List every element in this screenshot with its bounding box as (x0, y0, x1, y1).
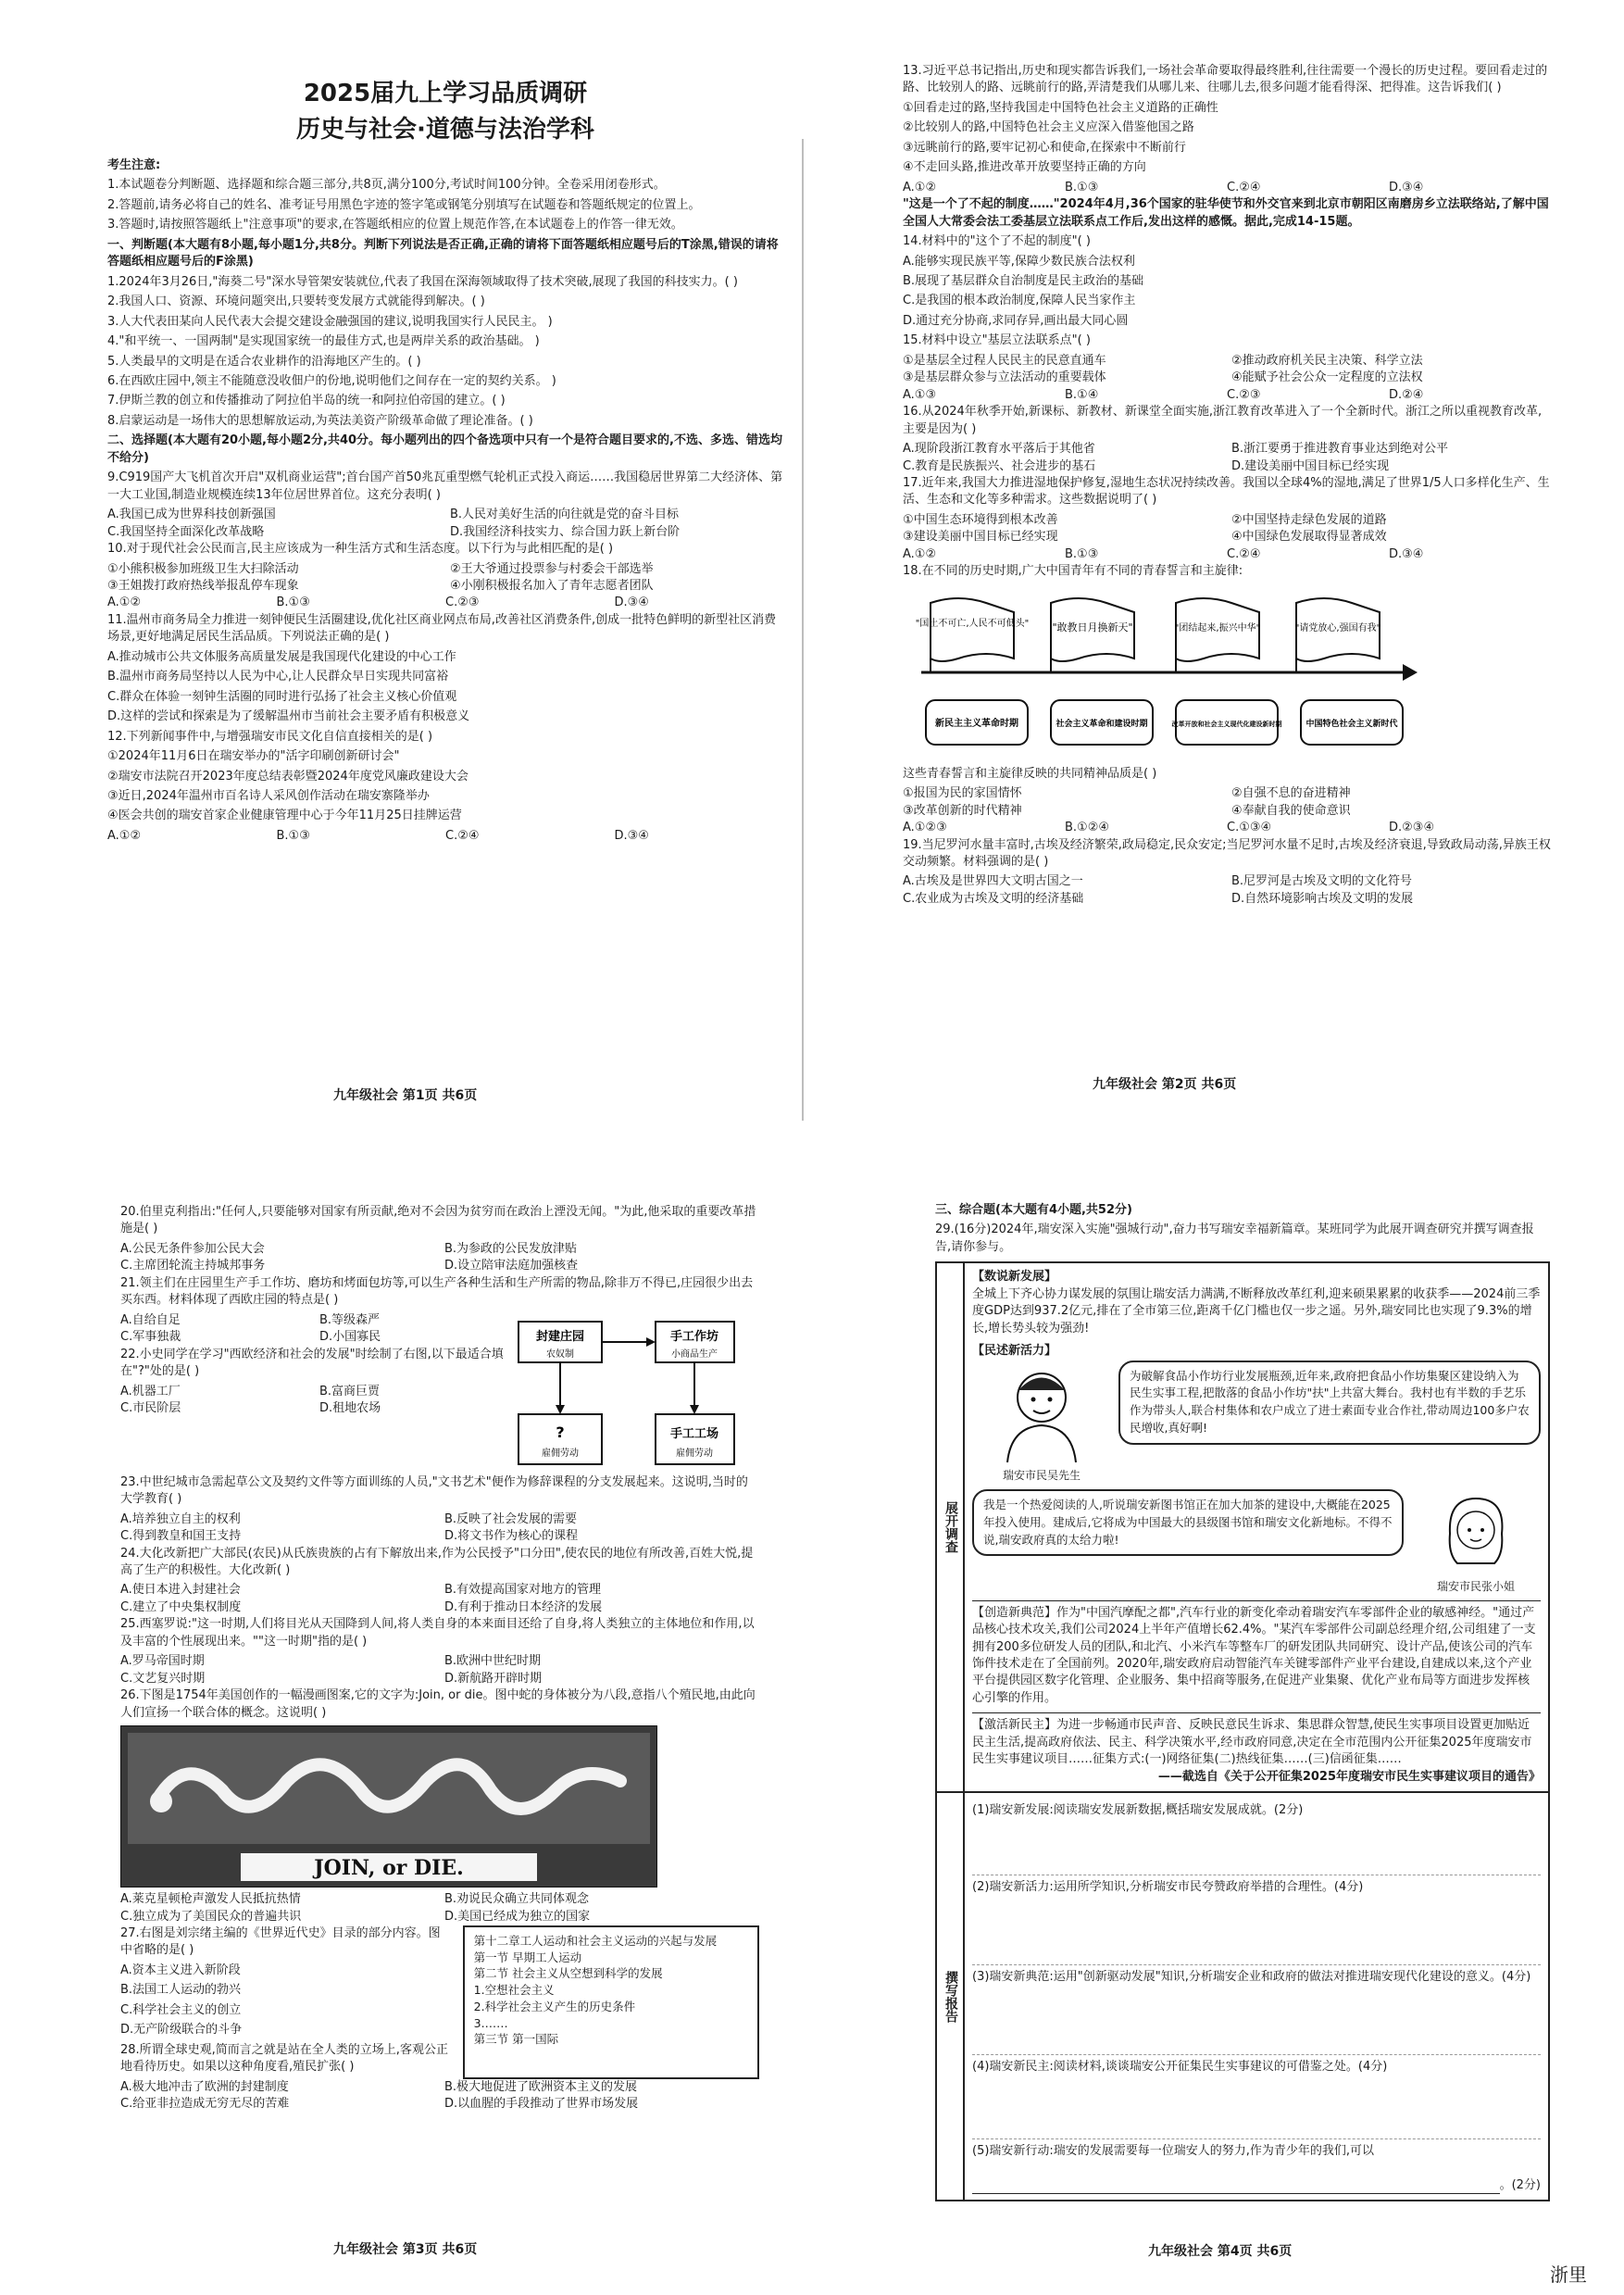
option: B.浙江要勇于推进教育事业达到绝对公平 (1231, 442, 1449, 457)
options (120, 1909, 759, 1925)
page-3-footer: 九年级社会 第3页 共6页 (333, 2242, 478, 2257)
question-18: 18.在不同的历史时期,广大中国青年有不同的青春誓言和主旋律: (903, 564, 1243, 579)
join-or-die-cartoon (120, 1725, 657, 1887)
items (107, 578, 783, 595)
item: ②瑞安市法院召开2023年度总结表彰暨2024年度党风廉政建设大会 (107, 769, 468, 784)
item: ③改革创新的时代精神 (903, 803, 1022, 818)
option: D.美国已经成为独立的国家 (444, 1909, 591, 1924)
option: D.租地农场 (319, 1400, 381, 1415)
item: ①2024年11月6日在瑞安举办的"活字印刷创新研讨会" (107, 749, 400, 764)
sub-question-tail: 。(2分) (1499, 2177, 1541, 2192)
diagram-box-unknown (518, 1414, 602, 1464)
section-2-heading: 二、选择题(本大题有20小题,每小题2分,共40分。每小题列出的四个备选项中只有一个是符合题目要求的,不选、多选、错选均不给分) (107, 433, 782, 465)
option: D.②④ (1389, 387, 1424, 402)
question-29: 29.(16分)2024年,瑞安深入实施"强城行动",奋力书写瑞安幸福新篇章。某班同学为此展开调查研究并撰写调查报告,请你参与。 (935, 1223, 1534, 1254)
option: B.欧洲中世纪时期 (444, 1654, 542, 1669)
item: ③王姐拨打政府热线举报乱停车现象 (107, 578, 299, 593)
notice-item: 3.答题时,请按照答题纸上"注意事项"的要求,在答题纸相应的位置上规范作答,在本试题卷上的作答一律无效。 (107, 218, 683, 232)
option: B.极大地促进了欧洲资本主义的发展 (444, 2079, 638, 2094)
option: C.教育是民族振兴、社会进步的基石 (903, 458, 1096, 473)
item: ④中国绿色发展取得显著成效 (1231, 530, 1387, 545)
option: C.②③ (1227, 387, 1261, 402)
sub-question[interactable]: (2)瑞安新活力:运用所学知识,分析瑞安市民夸赞政府举措的合理性。(4分) (972, 1875, 1541, 1965)
page-2 (903, 63, 1551, 908)
item: ②推动政府机关民主决策、科学立法 (1231, 353, 1423, 368)
options (120, 1329, 509, 1346)
option: D.③④ (614, 596, 649, 610)
page-1 (107, 65, 783, 845)
join-or-die-caption: JOIN, or DIE. (314, 1856, 464, 1881)
item: ④医会共创的瑞安首家企业健康管理中心于今年11月25日挂牌运营 (107, 809, 462, 823)
option: B.温州市商务局坚持以人民为中心,让人民群众早日实现共同富裕 (107, 670, 449, 684)
options (120, 2079, 759, 2096)
option: A.极大地冲击了欧洲的封建制度 (120, 2079, 289, 2094)
section-a-text: 全城上下齐心协力谋发展的氛围让瑞安活力满满,不断释放改革红利,迎来硕果累累的收获季——2024前三季度GDP达到937.2亿元,排在了全市第三位,距离千亿门槛也仅一步之遥。另外,瑞安同比也实现了9.3%的增长,增长势头较为强劲! (972, 1286, 1541, 1336)
diagram-box-title: 手工工场 (669, 1426, 719, 1441)
section-d-text: 【激活新民主】为进一步畅通市民声音、反映民意民生诉求、集思群众智慧,使民生实事项目设置更加贴近民主生活,提高政府依法、民主、科学决策水平,经市政府同意,决定在全市范围内公开征集2025年度瑞安市民生实事建议项目……征集方式:(一)网络征集(二)热线征集……(三)信函征集…… (972, 1712, 1541, 1768)
person-2-caption: 瑞安市民张小姐 (1436, 1579, 1515, 1593)
option: B.富商巨贾 (319, 1384, 381, 1398)
option: C.文艺复兴时期 (120, 1671, 206, 1686)
option: B.等级森严 (319, 1312, 381, 1327)
option: C.建立了中央集权制度 (120, 1599, 242, 1614)
option: D.自然环境影响古埃及文明的发展 (1231, 891, 1414, 906)
arrow-down-icon (690, 1405, 699, 1414)
option: B.法国工人运动的勃兴 (120, 1983, 242, 1998)
option: B.尼罗河是古埃及文明的文化符号 (1231, 874, 1413, 889)
corner-note: 浙里 (1550, 2264, 1587, 2286)
option: C.军事独裁 (120, 1330, 181, 1345)
option: A.①② (107, 596, 142, 610)
question-11: 11.温州市商务局全力推进一刻钟便民生活圈建设,优化社区商业网点布局,改善社区消费条件,创成一批特色鲜明的新型社区消费场景,更好地满足居民生活品质。下列说法正确的是( ) (107, 612, 777, 645)
item: ④不走回头路,推进改革开放要坚持正确的方向 (903, 160, 1146, 175)
question-20: 20.伯里克利指出:"任何人,只要能够对国家有所贡献,绝对不会因为贫穷而在政治上湮没无闻。"为此,他采取的重要改革措施是( ) (120, 1205, 756, 1236)
options (107, 524, 783, 541)
options (120, 2096, 759, 2113)
banner-text: "团结起来,振兴中华" (1174, 622, 1261, 633)
judge-question: 2.我国人口、资源、环境问题突出,只要转变发展方式就能得到解决。( ) (107, 295, 485, 309)
options (903, 891, 1551, 908)
option: A.资本主义进入新阶段 (120, 1963, 241, 1977)
judge-question: 6.在西欧庄园中,领主不能随意没收佃户的份地,说明他们之间存在一定的契约关系。 ) (107, 373, 556, 388)
item: ④小刚积极报名加入了青年志愿者团队 (450, 578, 654, 593)
option: B.劝说民众确立共同体观念 (444, 1892, 590, 1907)
item: ③远眺前行的路,要牢记初心和使命,在探索中不断前行 (903, 140, 1186, 155)
page-3 (120, 1204, 759, 2113)
sub-question[interactable]: (1)瑞安新发展:阅读瑞安发展新数据,概括瑞安发展成就。(2分) (972, 1799, 1541, 1875)
sub-question[interactable]: (3)瑞安新典范:运用"创新驱动发展"知识,分析瑞安企业和政府的做法对推进瑞安现代化建设的意义。(4分) (972, 1965, 1541, 2055)
judge-question: 7.伊斯兰教的创立和传播推动了阿拉伯半岛的统一和阿拉伯帝国的建立。( ) (107, 394, 506, 408)
option: A.机器工厂 (120, 1384, 181, 1398)
period-label: 社会主义革命和建设时期 (1056, 719, 1148, 729)
options (120, 1671, 759, 1687)
judge-question: 1.2024年3月26日,"海葵二号"深水导管架安装就位,代表了我国在深海领域取得了技术突破,展现了我国的科技实力。( ) (107, 274, 738, 289)
speech-bubble-2: 我是一个热爱阅读的人,听说瑞安新图书馆正在加大加茶的建设中,大概能在2025年投入使用。建成后,它将成为中国最大的县级图书馆和瑞安文化新地标。不得不说,瑞安政府真的太给力啦! (972, 1489, 1404, 1556)
question-23: 23.中世纪城市急需起草公文及契约文件等方面训练的人员,"文书艺术"便作为修辞课程的分支发展起来。这说明,当时的大学教育( ) (120, 1474, 748, 1507)
options (120, 1241, 759, 1258)
option: D.③④ (614, 828, 649, 843)
item: ③是基层群众参与立法活动的重要载体 (903, 370, 1106, 385)
option: C.①③④ (1227, 821, 1272, 835)
report-content (965, 1793, 1548, 2200)
option: C.是我国的根本政治制度,保障人民当家作主 (903, 294, 1136, 308)
textbook-toc-box (463, 1925, 759, 2079)
option: B.有效提高国家对地方的管理 (444, 1583, 602, 1598)
section-b-title: 【民述新活力】 (972, 1344, 1057, 1359)
testimony-row (972, 1489, 1541, 1594)
option: B.反映了社会发展的需要 (444, 1511, 578, 1526)
banner-text: "国土不可亡,人民不可低头" (915, 618, 1030, 629)
item: ①中国生态环境得到根本改善 (903, 512, 1058, 527)
option: A.能够实现民族平等,保障少数民族合法权利 (903, 254, 1135, 269)
options (903, 458, 1551, 475)
option: C.给亚非拉造成无穷无尽的苦难 (120, 2097, 290, 2112)
diagram-box-manor (518, 1322, 602, 1362)
period-box (1051, 700, 1153, 745)
option: C.科学社会主义的创立 (120, 2002, 242, 2017)
item: ②中国坚持走绿色发展的道路 (1231, 512, 1387, 527)
item: ②王大爷通过投票参与村委会干部选举 (450, 561, 654, 576)
question-25: 25.西塞罗说:"这一时期,人们将目光从天国降到人间,将人类自身的本来面目还给了自身,将人类独立的主体地位和作用,以及丰富的个性展现出来。""这一时期"指的是( ) (120, 1617, 755, 1649)
judge-question: 4."和平统一、一国两制"是实现国家统一的最佳方式,也是两岸关系的政治基础。 ) (107, 334, 540, 349)
exam-subject: 历史与社会·道德与法治学科 (296, 116, 594, 144)
person-1 (972, 1361, 1111, 1484)
option: B.①④ (1065, 387, 1099, 402)
options (120, 1312, 509, 1329)
options (120, 1400, 509, 1417)
period-box (1301, 700, 1403, 745)
question-21: 21.领主们在庄园里生产手工作坊、磨坊和烤面包坊等,可以生产各种生活和生产所需的物品,除非万不得已,庄园很少出去买东西。材料体现了西欧庄园的特点是( ) (120, 1275, 754, 1308)
options (120, 1258, 759, 1274)
option: C.市民阶层 (120, 1400, 181, 1415)
option: D.以血腥的手段推动了世界市场发展 (444, 2097, 639, 2112)
option: B.①③ (276, 596, 310, 610)
option: C.得到教皇和国王支持 (120, 1529, 242, 1544)
banner-text: "敢教日月换新天" (1052, 621, 1133, 633)
option: A.①② (903, 546, 937, 561)
option: A.莱克星顿枪声激发人民抵抗热情 (120, 1892, 301, 1907)
toc-line: 第十二章工人运动和社会主义运动的兴起与发展 (473, 1933, 718, 1948)
option: D.这样的尝试和探索是为了缓解温州市当前社会主要矛盾有积极意义 (107, 709, 470, 724)
period-label: 中国特色社会主义新时代 (1305, 719, 1398, 729)
question-9: 9.C919国产大飞机首次开启"双机商业运营";首台国产首50兆瓦重型燃气轮机正式投入商运……我国稳居世界第二大经济体、第一大工业国,制造业规模连续13年位居世界首位。这充分表明( ) (107, 470, 783, 502)
option: B.①③ (1065, 180, 1099, 194)
page-2-footer: 九年级社会 第2页 共6页 (1093, 1077, 1237, 1092)
diagram-box-sub: 农奴制 (546, 1348, 574, 1360)
options (120, 1599, 759, 1616)
item: ③近日,2024年温州市百名诗人采风创作活动在瑞安寨隆举办 (107, 788, 430, 803)
options (903, 441, 1551, 458)
question-18-stem: 这些青春誓言和主旋律反映的共同精神品质是( ) (903, 766, 1157, 781)
sub-question: (5)瑞安新行动:瑞安的发展需要每一位瑞安人的努力,作为青少年的我们,可以 (972, 2144, 1375, 2159)
survey-content (965, 1263, 1548, 1791)
options (903, 180, 1551, 196)
option: A.自给自足 (120, 1312, 181, 1327)
snake-head (150, 1790, 172, 1812)
youth-timeline-figure (903, 584, 1421, 760)
option: A.公民无条件参加公民大会 (120, 1241, 265, 1256)
question-13: 13.习近平总书记指出,历史和现实都告诉我们,一场社会革命要取得最终胜利,往往需要一个漫长的历史过程。要回看走过的路、比较别人的路、远眺前行的路,弄清楚我们从哪儿来、往哪儿去,很多问题才能看得深、把得准。这告诉我们( ) (903, 64, 1548, 95)
options (903, 546, 1551, 563)
option: C.群众在体验一刻钟生活圈的同时进行弘扬了社会主义核心价值观 (107, 689, 457, 704)
option: A.①③ (903, 387, 937, 402)
section-d-source: ——截选自《关于公开征集2025年度瑞安市民生实事建议项目的通告》 (1157, 1769, 1541, 1784)
diagram-box-title: 手工作坊 (669, 1329, 719, 1344)
option: A.培养独立自主的权利 (120, 1511, 241, 1526)
item: ①小熊积极参加班级卫生大扫除活动 (107, 561, 299, 576)
item: ②比较别人的路,中国特色社会主义应深入借鉴他国之路 (903, 120, 1194, 135)
option: A.罗马帝国时期 (120, 1654, 205, 1669)
question-27: 27.右图是刘宗绪主编的《世界近代史》目录的部分内容。图中省略的是( ) (120, 1925, 441, 1958)
banner-text: "请党放心,强国有我" (1294, 622, 1381, 633)
option: C.主席团轮流主持城邦事务 (120, 1259, 266, 1273)
option: C.我国坚持全面深化改革战略 (107, 524, 265, 539)
option: D.③④ (1389, 546, 1424, 561)
options (903, 387, 1551, 404)
page-4 (935, 1202, 1546, 2201)
option: D.有利于推动日本经济的发展 (444, 1599, 603, 1614)
question-19: 19.当尼罗河水量丰富时,古埃及经济繁荣,政局稳定,民众安定;当尼罗河水量不足时,古埃及经济衰退,导致政局动荡,异族王权交动频繁。材料强调的是( ) (903, 837, 1551, 869)
diagram-box-workshop (656, 1322, 734, 1362)
options (120, 1528, 759, 1545)
diagram-box-manufactory (656, 1414, 734, 1464)
arrow-right-icon (646, 1337, 656, 1347)
option: D.无产阶级联合的斗争 (120, 2023, 243, 2038)
options (120, 1511, 759, 1528)
item: ①回看走过的路,坚持我国走中国特色社会主义道路的正确性 (903, 100, 1218, 115)
question-22: 22.小史同学在学习"西欧经济和社会的发展"时绘制了右图,以下最适合填在"?"处的是( ) (120, 1347, 504, 1379)
option: D.新航路开辟时期 (444, 1671, 543, 1686)
exam-title: 2025届九上学习品质调研 (303, 80, 588, 107)
sub-question[interactable]: (4)瑞安新民主:阅读材料,谈谈瑞安公开征集民生实事建议的可借鉴之处。(4分) (972, 2055, 1541, 2139)
option: C.②③ (445, 596, 480, 610)
q27-q28-text (120, 1925, 450, 2079)
question-14: 14.材料中的"这个了不起的制度"( ) (903, 234, 1091, 249)
notice-head: 考生注意: (107, 158, 161, 172)
testimony-row (972, 1361, 1541, 1484)
items (903, 512, 1551, 529)
option: D.我国经济科技实力、综合国力跃上新台阶 (450, 524, 681, 539)
page-1-footer: 九年级社会 第1页 共6页 (333, 1088, 478, 1103)
option: A.①② (107, 828, 142, 843)
items (107, 561, 783, 578)
question-16: 16.从2024年秋季开始,新课标、新教材、新课堂全面实施,浙江教育改革进入了一个全新时代。浙江之所以重视教育改革,主要是因为( ) (903, 405, 1543, 436)
option: C.②④ (445, 828, 480, 843)
material-text: "这是一个了不起的制度……"2024年4月,36个国家的驻华使节和外交官来到北京市朝阳区南磨房乡立法联络站,了解中国全国人大常委会法工委基层立法联系点工作后,发出这样的感慨。据此,完成14-15题。 (903, 197, 1549, 229)
option: D.③④ (1389, 180, 1424, 194)
item: ①是基层全过程人民民主的民意直通车 (903, 353, 1106, 368)
speech-bubble-1: 为破解食品小作坊行业发展瓶颈,近年来,政府把食品小作坊集聚区建设纳入为民生实事工程,把散落的食品小作坊"扶"上共富大舞台。我村也有半数的手艺乐作为带头人,联合村集体和农户成立了进士素面专业合作社,带动周边100多户农民增收,真好啊! (1118, 1361, 1541, 1445)
period-label: 新民主主义革命时期 (935, 718, 1018, 729)
items (903, 353, 1551, 370)
items (903, 370, 1551, 386)
judge-question: 8.启蒙运动是一场伟大的思想解放运动,为英法美资产阶级革命做了理论准备。( ) (107, 413, 533, 428)
option: B.①③ (276, 828, 310, 843)
options (120, 1582, 759, 1599)
answer-blank[interactable] (972, 2178, 1500, 2194)
period-box (1172, 700, 1282, 745)
option: A.我国已成为世界科技创新强国 (107, 508, 276, 522)
option: A.①② (903, 180, 937, 194)
answer-line-row (972, 2177, 1541, 2194)
options (107, 595, 783, 611)
report-section (937, 1793, 1548, 2200)
side-label-survey: 展开调查 (937, 1263, 965, 1791)
option: A.古埃及是世界四大文明古国之一 (903, 874, 1083, 889)
diagram-question-mark: ? (556, 1423, 565, 1441)
survey-report-table (935, 1261, 1550, 2201)
option: D.将文书作为核心的课程 (444, 1529, 579, 1544)
option: B.展现了基层群众自治制度是民主政治的基础 (903, 273, 1144, 288)
options (107, 507, 783, 523)
question-28: 28.所谓全球史观,简而言之就是站在全人类的立场上,客观公正地看待历史。如果以这种角度看,殖民扩张( ) (120, 2042, 448, 2075)
person-2 (1411, 1489, 1541, 1594)
options (903, 820, 1551, 836)
option: A.推动城市公共文体服务高质量发展是我国现代化建设的中心工作 (107, 649, 456, 664)
item: ④能赋予社会公众一定程度的立法权 (1231, 370, 1423, 385)
item: ④奉献自我的使命意识 (1231, 803, 1351, 818)
q27-q28-row (120, 1925, 759, 2079)
diagram-box-sub: 雇佣劳动 (676, 1448, 713, 1459)
section-1-heading: 一、判断题(本大题有8小题,每小题1分,共8分。判断下列说法是否正确,正确的请将下面答题纸相应题号后的T涂黑,错误的请将答题纸相应题号后的F涂黑) (107, 237, 779, 270)
option: A.①②③ (903, 821, 947, 835)
toc-line: 2.科学社会主义产生的历史条件 (473, 1999, 636, 2013)
options (903, 873, 1551, 890)
page-4-footer: 九年级社会 第4页 共6页 (1148, 2244, 1293, 2259)
options (120, 1891, 759, 1908)
question-10: 10.对于现代社会公民而言,民主应该成为一种生活方式和生活态度。以下行为与此相匹配的是( ) (107, 542, 614, 557)
diagram-box-sub: 小商品生产 (671, 1348, 718, 1360)
judge-question: 3.人大代表田某向人民代表大会提交建设金融强国的建议,说明我国实行人民民主。 ) (107, 314, 553, 329)
toc-line: 第一节 早期工人运动 (473, 1950, 582, 1964)
option: C.②④ (1227, 180, 1261, 194)
economy-diagram (509, 1312, 741, 1474)
side-label-report: 撰写报告 (937, 1793, 965, 2200)
item: ①报国为民的家国情怀 (903, 786, 1022, 801)
notice-item: 2.答题前,请务必将自己的姓名、准考证号用黑色字迹的签字笔或钢笔分别填写在试题卷和答题纸规定的位置上。 (107, 197, 701, 212)
toc-line: 第三节 第一国际 (473, 2032, 559, 2047)
woman-portrait-icon (1430, 1489, 1522, 1573)
diagram-box-sub: 雇佣劳动 (542, 1448, 579, 1459)
q21-q22-row (120, 1312, 759, 1474)
question-17: 17.近年来,我国大力推进湿地保护修复,湿地生态状况持续改善。我国以全球4%的湿地,满足了世界1/5人口多样化生产、生活、生态和文化等多种需求。这些数据说明了( ) (903, 475, 1550, 508)
option: B.人民对美好生活的向往就是党的奋斗目标 (450, 508, 680, 522)
items (903, 803, 1551, 820)
question-12: 12.下列新闻事件中,与增强瑞安市民文化自信直接相关的是( ) (107, 729, 433, 744)
option: D.设立陪审法庭加强核查 (444, 1259, 579, 1273)
notice-item: 1.本试题卷分判断题、选择题和综合题三部分,共8页,满分100分,考试时间100分钟。全卷采用闭卷形式。 (107, 178, 666, 193)
page-divider (802, 139, 804, 1121)
toc-line: 3.…… (473, 2015, 508, 2030)
question-24: 24.大化改新把广大部民(农民)从氏族贵族的占有下解放出来,作为公民授予"口分田",使农民的地位有所改善,百姓大悦,提高了生产的积极性。大化改新( ) (120, 1546, 754, 1577)
section-a-title: 【数说新发展】 (972, 1270, 1057, 1285)
options (107, 828, 783, 845)
question-26: 26.下图是1754年美国创作的一幅漫画图案,它的文字为:Join, or die。图中蛇的身体被分为八段,意指八个殖民地,由此向人们宣扬一个联合体的概念。这说明( ) (120, 1688, 756, 1720)
judge-question: 5.人类最早的文明是在适合农业耕作的沿海地区产生的。( ) (107, 354, 421, 369)
option: A.使日本进入封建社会 (120, 1583, 241, 1598)
sub-question-5[interactable] (972, 2139, 1541, 2194)
options (120, 1384, 509, 1400)
section-3-heading: 三、综合题(本大题有4小题,共52分) (935, 1203, 1132, 1217)
option: A.现阶段浙江教育水平落后于其他省 (903, 442, 1095, 457)
person-1-caption: 瑞安市民吴先生 (1002, 1469, 1081, 1483)
option: D.通过充分协商,求同存异,画出最大同心圆 (903, 313, 1129, 328)
period-label: 改革开放和社会主义现代化建设新时期 (1171, 720, 1282, 728)
option: B.为参政的公民发放津贴 (444, 1241, 578, 1256)
toc-line: 第二节 社会主义从空想到科学的发展 (473, 1966, 663, 1981)
q21-q22-text (120, 1312, 509, 1474)
option: D.②③④ (1389, 821, 1435, 835)
item: ③建设美丽中国目标已经实现 (903, 530, 1058, 545)
option: D.小国寡民 (319, 1330, 381, 1345)
items (903, 785, 1551, 802)
item: ②自强不息的奋进精神 (1231, 786, 1351, 801)
diagram-box-title: 封建庄园 (535, 1329, 585, 1344)
toc-line: 1.空想社会主义 (473, 1983, 555, 1998)
options (120, 1653, 759, 1670)
option: D.建设美丽中国目标已经实现 (1231, 458, 1390, 473)
survey-section (937, 1263, 1548, 1793)
period-box (926, 700, 1028, 745)
arrow-down-icon (556, 1405, 565, 1414)
items (903, 529, 1551, 546)
option: C.独立成为了美国民众的普遍共识 (120, 1909, 302, 1924)
option: C.②④ (1227, 546, 1261, 561)
section-c-text: 【创造新典范】作为"中国汽摩配之都",汽车行业的新变化牵动着瑞安汽车零部件企业的敏感神经。"通过产品核心技术攻关,我们公司2024上半年产值增长62.4%。"某汽车零部件公司副总经理介绍,公司组建了一支拥有200多位研发人员的团队,和北汽、小米汽车等整车厂的研发团队共同研究、设计产品,使该公司的汽车饰件技术走在了全国前列。2020年,瑞安政府启动智能汽车关键零部件产业平台建设,自建成以来,这个产业平台提供园区数字化管理、企业服务、集中招商等服务,在促进产业集聚、优化产业布局等方面进步发挥核心引擎的作用。 (972, 1600, 1541, 1708)
question-15: 15.材料中设立"基层立法联系点"( ) (903, 333, 1091, 348)
option: B.①③ (1065, 546, 1099, 561)
option: C.农业成为古埃及文明的经济基础 (903, 891, 1084, 906)
man-portrait-icon (991, 1361, 1093, 1462)
option: B.①②④ (1065, 821, 1110, 835)
